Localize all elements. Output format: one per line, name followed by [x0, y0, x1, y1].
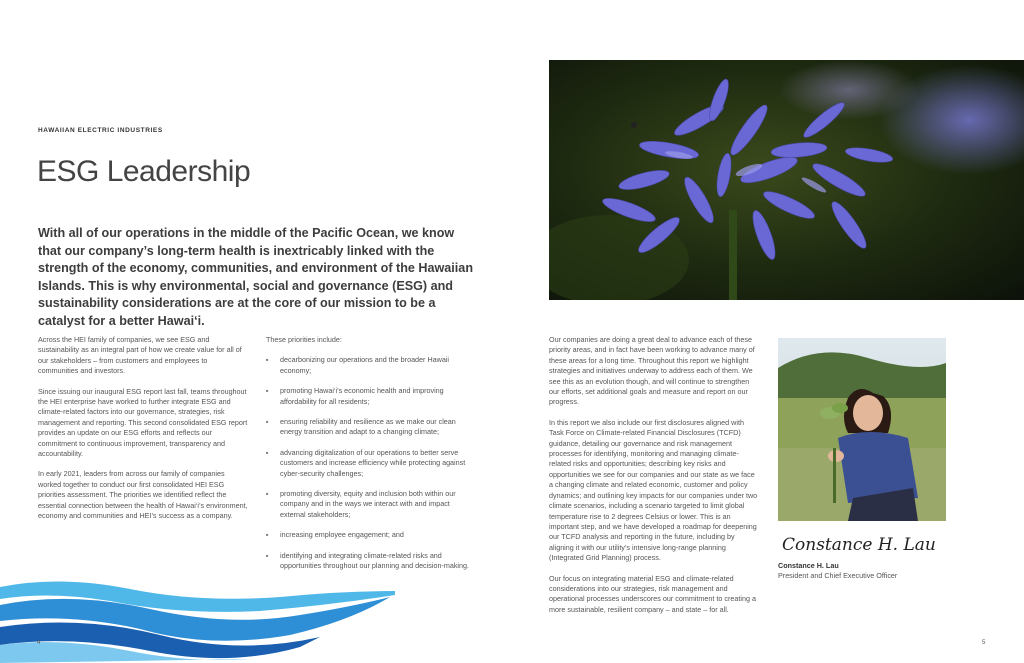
- paragraph: In early 2021, leaders from across our family of companies worked together to conduct our first consolidated HEI ESG priorities assessment. The priorities we identified reflect the essential connection between the health of Hawai‘i’s environment, economy and communities and HEI’s success as a company.: [38, 469, 248, 521]
- list-item: ■ advancing digitalization of our operations to better serve customers and increase efficiency while protecting against cyber-security challenges;: [266, 448, 476, 479]
- page-title: ESG Leadership: [37, 155, 251, 188]
- body-column-1: [38, 335, 248, 532]
- signature-graphic: [780, 530, 950, 558]
- paragraph: Across the HEI family of companies, we see ESG and sustainability as an integral part of how we create value for all of our stakeholders – from customers and employees to communities and investors.: [38, 335, 242, 376]
- paragraph: Our companies are doing a great deal to advance each of these priority areas, and in fact have been working to advance many of these areas for a long time. Throughout this report we highlight strategies and initiatives underway to address each of them. We see this as an evolution though, and will continue to strengthen our efforts, set additional goals and measure and report on our progress.: [549, 335, 755, 407]
- list-item: ■ identifying and integrating climate-related risks and opportunities throughout our planning and decision-making.: [266, 551, 476, 572]
- paragraph: Since issuing our inaugural ESG report last fall, teams throughout the HEI enterprise have worked to further integrate ESG and climate-related factors into our governance, strategies, risk management and reporting. This second consolidated ESG report provides an update on our ESG efforts and reflects our commitment to continuous improvement, transparency and accountability.: [38, 386, 248, 459]
- signatory-title: President and Chief Executive Officer: [778, 571, 898, 580]
- list-item: ■ promoting diversity, equity and inclusion both within our company and in the ways we interact with and impact external stakeholders;: [266, 489, 476, 520]
- ceo-portrait-photo: [778, 338, 946, 521]
- publisher-eyebrow: HAWAIIAN ELECTRIC INDUSTRIES: [38, 127, 163, 134]
- lead-paragraph: With all of our operations in the middle of the Pacific Ocean, we know that our company’s long-term health is inextricably linked with the strength of the economy, communities, and environment of the Hawaiian Islands. This is why environmental, social and governance (ESG) and sustainability considerations are at the core of our mission to be a catalyst for a better Hawai‘i.: [38, 226, 474, 328]
- list-item: ■ ensuring reliability and resilience as we make our clean energy transition and adapt to a changing climate;: [266, 417, 476, 438]
- agapanthus-flower-photo: [549, 60, 1024, 300]
- body-column-3: [549, 335, 759, 625]
- portrait-image: [778, 338, 946, 521]
- priorities-list: [266, 355, 476, 571]
- list-item: ■ decarbonizing our operations and the broader Hawaii economy;: [266, 355, 476, 376]
- signature-script: Constance H. Lau: [782, 535, 936, 555]
- list-item: ■ increasing employee engagement; and: [266, 530, 476, 540]
- paragraph: In this report we also include our first disclosures aligned with Task Force on Climate-related Financial Disclosures (TCFD) guidance, detailing our governance and risk management processes for identifying, monitoring and managing climate-related risks and opportunities; describing key risks and opportunities we see for our companies and our state as we face a changing climate and related economic, customer and policy dynamics; and outlining key impacts for our companies under two climate scenarios, including a scenario targeted to limit global temperature rise to 2 degrees Celsius or lower. This is an important step, and we have developed a roadmap for deepening our TCFD analysis and reporting in the future, including by aligning it with our utility’s intensive long-range planning (Integrated Grid Planning) process.: [549, 417, 758, 563]
- signatory-name: Constance H. Lau: [778, 561, 839, 570]
- decorative-waves: [0, 575, 400, 663]
- page-number-left: 4: [37, 640, 41, 646]
- paragraph: Our focus on integrating material ESG and climate-related considerations into our strategies, risk management and operational processes underscores our commitment to creating a more sustainable, resilient company – and state – for all.: [549, 573, 756, 614]
- priorities-intro: These priorities include:: [266, 335, 342, 344]
- page-number-right: 5: [982, 640, 986, 646]
- flower-photo-image: [549, 60, 1024, 300]
- priorities-column: [266, 335, 476, 582]
- list-item: ■ promoting Hawai‘i’s economic health and improving affordability for all residents;: [266, 386, 476, 407]
